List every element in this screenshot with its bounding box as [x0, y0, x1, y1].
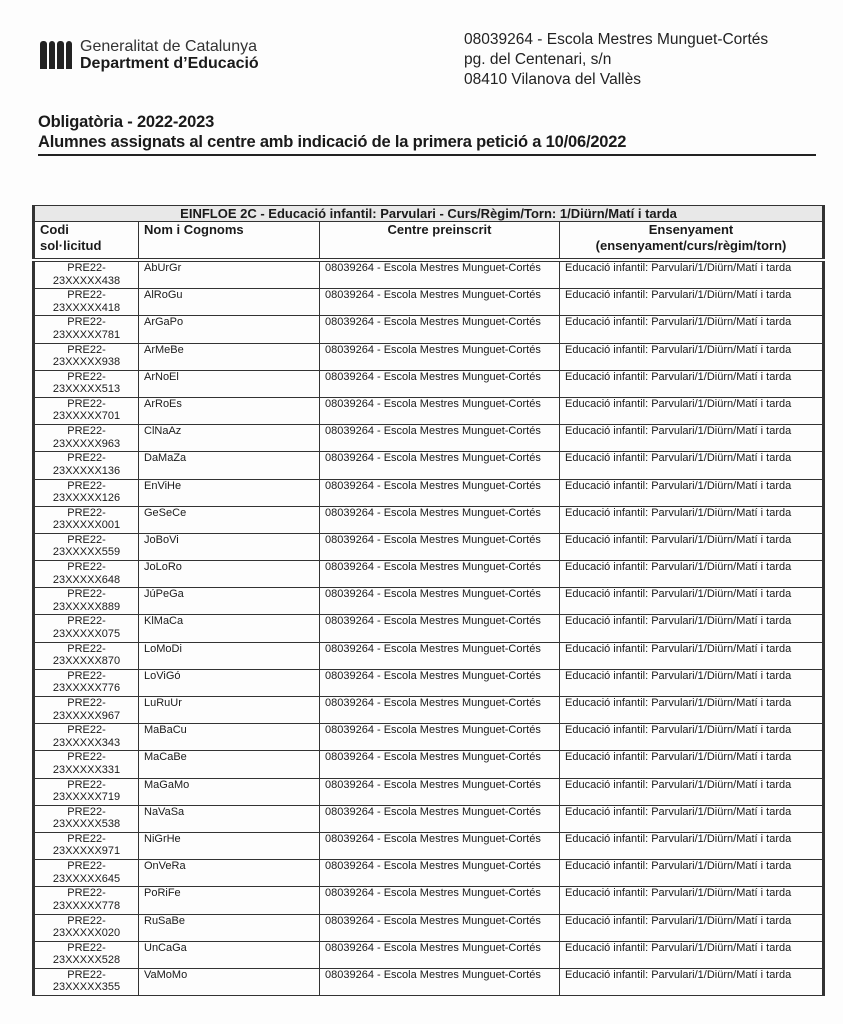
student-name: VaMoMo [139, 968, 320, 995]
application-code: PRE22-23XXXXX701 [34, 397, 139, 424]
org-name: Generalitat de Catalunya [80, 38, 257, 55]
application-code: PRE22-23XXXXX538 [34, 805, 139, 832]
ensenyament: Educació infantil: Parvulari/1/Diürn/Matí i tarda [560, 397, 824, 424]
ensenyament: Educació infantil: Parvulari/1/Diürn/Matí i tarda [560, 452, 824, 479]
centre-preinscrit: 08039264 - Escola Mestres Munguet-Cortés [320, 832, 560, 859]
ensenyament: Educació infantil: Parvulari/1/Diürn/Matí i tarda [560, 479, 824, 506]
generalitat-logo [40, 38, 259, 72]
centre-preinscrit: 08039264 - Escola Mestres Munguet-Cortés [320, 941, 560, 968]
table-row [34, 370, 824, 397]
application-code: PRE22-23XXXXX418 [34, 289, 139, 316]
centre-preinscrit: 08039264 - Escola Mestres Munguet-Cortés [320, 343, 560, 370]
application-code: PRE22-23XXXXX075 [34, 615, 139, 642]
student-name: NiGrHe [139, 832, 320, 859]
centre-preinscrit: 08039264 - Escola Mestres Munguet-Cortés [320, 914, 560, 941]
school-street: pg. del Centenari, s/n [464, 51, 612, 68]
table-row [34, 425, 824, 452]
application-code: PRE22-23XXXXX719 [34, 778, 139, 805]
centre-preinscrit: 08039264 - Escola Mestres Munguet-Cortés [320, 289, 560, 316]
centre-preinscrit: 08039264 - Escola Mestres Munguet-Cortés [320, 724, 560, 751]
table-row [34, 397, 824, 424]
application-code: PRE22-23XXXXX126 [34, 479, 139, 506]
centre-preinscrit: 08039264 - Escola Mestres Munguet-Cortés [320, 778, 560, 805]
table-row [34, 941, 824, 968]
student-name: DaMaZa [139, 452, 320, 479]
students-table [32, 205, 825, 996]
table-row [34, 805, 824, 832]
ensenyament: Educació infantil: Parvulari/1/Diürn/Matí i tarda [560, 588, 824, 615]
student-name: ArGaPo [139, 316, 320, 343]
table-row [34, 479, 824, 506]
ensenyament: Educació infantil: Parvulari/1/Diürn/Matí i tarda [560, 778, 824, 805]
centre-preinscrit: 08039264 - Escola Mestres Munguet-Cortés [320, 588, 560, 615]
student-name: LoViGó [139, 669, 320, 696]
document-subtitle: Alumnes assignats al centre amb indicació de la primera petició a 10/06/2022 [38, 133, 627, 151]
centre-preinscrit: 08039264 - Escola Mestres Munguet-Cortés [320, 506, 560, 533]
ensenyament: Educació infantil: Parvulari/1/Diürn/Matí i tarda [560, 914, 824, 941]
school-name: 08039264 - Escola Mestres Munguet-Cortés [464, 31, 769, 48]
table-row [34, 289, 824, 316]
application-code: PRE22-23XXXXX136 [34, 452, 139, 479]
table-row [34, 260, 824, 289]
column-header-nom: Nom i Cognoms [139, 222, 320, 261]
table-row [34, 968, 824, 995]
table-row [34, 832, 824, 859]
centre-preinscrit: 08039264 - Escola Mestres Munguet-Cortés [320, 642, 560, 669]
table-row [34, 697, 824, 724]
application-code: PRE22-23XXXXX963 [34, 425, 139, 452]
department-name: Department d’Educació [80, 55, 259, 72]
student-name: KlMaCa [139, 615, 320, 642]
student-name: MaGaMo [139, 778, 320, 805]
table-row [34, 316, 824, 343]
centre-preinscrit: 08039264 - Escola Mestres Munguet-Cortés [320, 860, 560, 887]
ensenyament: Educació infantil: Parvulari/1/Diürn/Matí i tarda [560, 860, 824, 887]
table-row [34, 669, 824, 696]
student-name: NaVaSa [139, 805, 320, 832]
application-code: PRE22-23XXXXX776 [34, 669, 139, 696]
ensenyament: Educació infantil: Parvulari/1/Diürn/Matí i tarda [560, 289, 824, 316]
ensenyament: Educació infantil: Parvulari/1/Diürn/Matí i tarda [560, 370, 824, 397]
application-code: PRE22-23XXXXX020 [34, 914, 139, 941]
ensenyament: Educació infantil: Parvulari/1/Diürn/Matí i tarda [560, 697, 824, 724]
table-row [34, 533, 824, 560]
table-row [34, 561, 824, 588]
table-row [34, 914, 824, 941]
column-header-centre: Centre preinscrit [320, 222, 560, 261]
student-name: AlRoGu [139, 289, 320, 316]
table-row [34, 778, 824, 805]
centre-preinscrit: 08039264 - Escola Mestres Munguet-Cortés [320, 697, 560, 724]
application-code: PRE22-23XXXXX889 [34, 588, 139, 615]
school-address [464, 30, 768, 90]
centre-preinscrit: 08039264 - Escola Mestres Munguet-Cortés [320, 561, 560, 588]
ensenyament: Educació infantil: Parvulari/1/Diürn/Matí i tarda [560, 615, 824, 642]
ensenyament: Educació infantil: Parvulari/1/Diürn/Matí i tarda [560, 941, 824, 968]
student-name: JoLoRo [139, 561, 320, 588]
ensenyament: Educació infantil: Parvulari/1/Diürn/Matí i tarda [560, 805, 824, 832]
centre-preinscrit: 08039264 - Escola Mestres Munguet-Cortés [320, 751, 560, 778]
ensenyament: Educació infantil: Parvulari/1/Diürn/Matí i tarda [560, 642, 824, 669]
centre-preinscrit: 08039264 - Escola Mestres Munguet-Cortés [320, 397, 560, 424]
student-name: MaBaCu [139, 724, 320, 751]
application-code: PRE22-23XXXXX971 [34, 832, 139, 859]
centre-preinscrit: 08039264 - Escola Mestres Munguet-Cortés [320, 370, 560, 397]
student-name: ArNoEl [139, 370, 320, 397]
centre-preinscrit: 08039264 - Escola Mestres Munguet-Cortés [320, 805, 560, 832]
table-row [34, 642, 824, 669]
application-code: PRE22-23XXXXX938 [34, 343, 139, 370]
application-code: PRE22-23XXXXX778 [34, 887, 139, 914]
student-name: MaCaBe [139, 751, 320, 778]
student-name: ArRoEs [139, 397, 320, 424]
centre-preinscrit: 08039264 - Escola Mestres Munguet-Cortés [320, 887, 560, 914]
table-row [34, 724, 824, 751]
document-title: Obligatòria - 2022-2023 [38, 113, 215, 131]
ensenyament: Educació infantil: Parvulari/1/Diürn/Matí i tarda [560, 506, 824, 533]
application-code: PRE22-23XXXXX438 [34, 260, 139, 289]
student-name: JoBoVi [139, 533, 320, 560]
ensenyament: Educació infantil: Parvulari/1/Diürn/Matí i tarda [560, 968, 824, 995]
table-row [34, 343, 824, 370]
student-name: LuRuUr [139, 697, 320, 724]
ensenyament: Educació infantil: Parvulari/1/Diürn/Matí i tarda [560, 669, 824, 696]
centre-preinscrit: 08039264 - Escola Mestres Munguet-Cortés [320, 968, 560, 995]
application-code: PRE22-23XXXXX648 [34, 561, 139, 588]
table-row [34, 615, 824, 642]
student-name: GeSeCe [139, 506, 320, 533]
centre-preinscrit: 08039264 - Escola Mestres Munguet-Cortés [320, 479, 560, 506]
application-code: PRE22-23XXXXX870 [34, 642, 139, 669]
student-name: LoMoDi [139, 642, 320, 669]
student-name: OnVeRa [139, 860, 320, 887]
school-city: 08410 Vilanova del Vallès [464, 71, 641, 88]
application-code: PRE22-23XXXXX513 [34, 370, 139, 397]
centre-preinscrit: 08039264 - Escola Mestres Munguet-Cortés [320, 615, 560, 642]
application-code: PRE22-23XXXXX645 [34, 860, 139, 887]
application-code: PRE22-23XXXXX331 [34, 751, 139, 778]
student-name: ClNaAz [139, 425, 320, 452]
table-row [34, 751, 824, 778]
application-code: PRE22-23XXXXX343 [34, 724, 139, 751]
senyera-emblem-icon [40, 41, 72, 69]
student-name: AbUrGr [139, 260, 320, 289]
student-name: ArMeBe [139, 343, 320, 370]
table-row [34, 887, 824, 914]
table-row [34, 588, 824, 615]
column-header-codi: Codi sol·licitud [34, 222, 139, 261]
student-name: PoRiFe [139, 887, 320, 914]
application-code: PRE22-23XXXXX001 [34, 506, 139, 533]
ensenyament: Educació infantil: Parvulari/1/Diürn/Matí i tarda [560, 260, 824, 289]
student-name: UnCaGa [139, 941, 320, 968]
ensenyament: Educació infantil: Parvulari/1/Diürn/Matí i tarda [560, 751, 824, 778]
student-name: JúPeGa [139, 588, 320, 615]
application-code: PRE22-23XXXXX967 [34, 697, 139, 724]
ensenyament: Educació infantil: Parvulari/1/Diürn/Matí i tarda [560, 561, 824, 588]
centre-preinscrit: 08039264 - Escola Mestres Munguet-Cortés [320, 316, 560, 343]
student-name: EnViHe [139, 479, 320, 506]
centre-preinscrit: 08039264 - Escola Mestres Munguet-Cortés [320, 533, 560, 560]
application-code: PRE22-23XXXXX781 [34, 316, 139, 343]
table-row [34, 506, 824, 533]
centre-preinscrit: 08039264 - Escola Mestres Munguet-Cortés [320, 425, 560, 452]
ensenyament: Educació infantil: Parvulari/1/Diürn/Matí i tarda [560, 832, 824, 859]
document-titles [38, 112, 816, 156]
column-header-ensenyament: Ensenyament (ensenyament/curs/règim/torn) [560, 222, 824, 261]
ensenyament: Educació infantil: Parvulari/1/Diürn/Matí i tarda [560, 533, 824, 560]
application-code: PRE22-23XXXXX528 [34, 941, 139, 968]
table-row [34, 452, 824, 479]
centre-preinscrit: 08039264 - Escola Mestres Munguet-Cortés [320, 669, 560, 696]
application-code: PRE22-23XXXXX559 [34, 533, 139, 560]
centre-preinscrit: 08039264 - Escola Mestres Munguet-Cortés [320, 260, 560, 289]
centre-preinscrit: 08039264 - Escola Mestres Munguet-Cortés [320, 452, 560, 479]
ensenyament: Educació infantil: Parvulari/1/Diürn/Matí i tarda [560, 316, 824, 343]
table-row [34, 860, 824, 887]
ensenyament: Educació infantil: Parvulari/1/Diürn/Matí i tarda [560, 887, 824, 914]
ensenyament: Educació infantil: Parvulari/1/Diürn/Matí i tarda [560, 724, 824, 751]
ensenyament: Educació infantil: Parvulari/1/Diürn/Matí i tarda [560, 425, 824, 452]
student-name: RuSaBe [139, 914, 320, 941]
application-code: PRE22-23XXXXX355 [34, 968, 139, 995]
ensenyament: Educació infantil: Parvulari/1/Diürn/Matí i tarda [560, 343, 824, 370]
group-header: EINFLOE 2C - Educació infantil: Parvulari - Curs/Règim/Torn: 1/Diürn/Matí i tarda [34, 206, 824, 222]
